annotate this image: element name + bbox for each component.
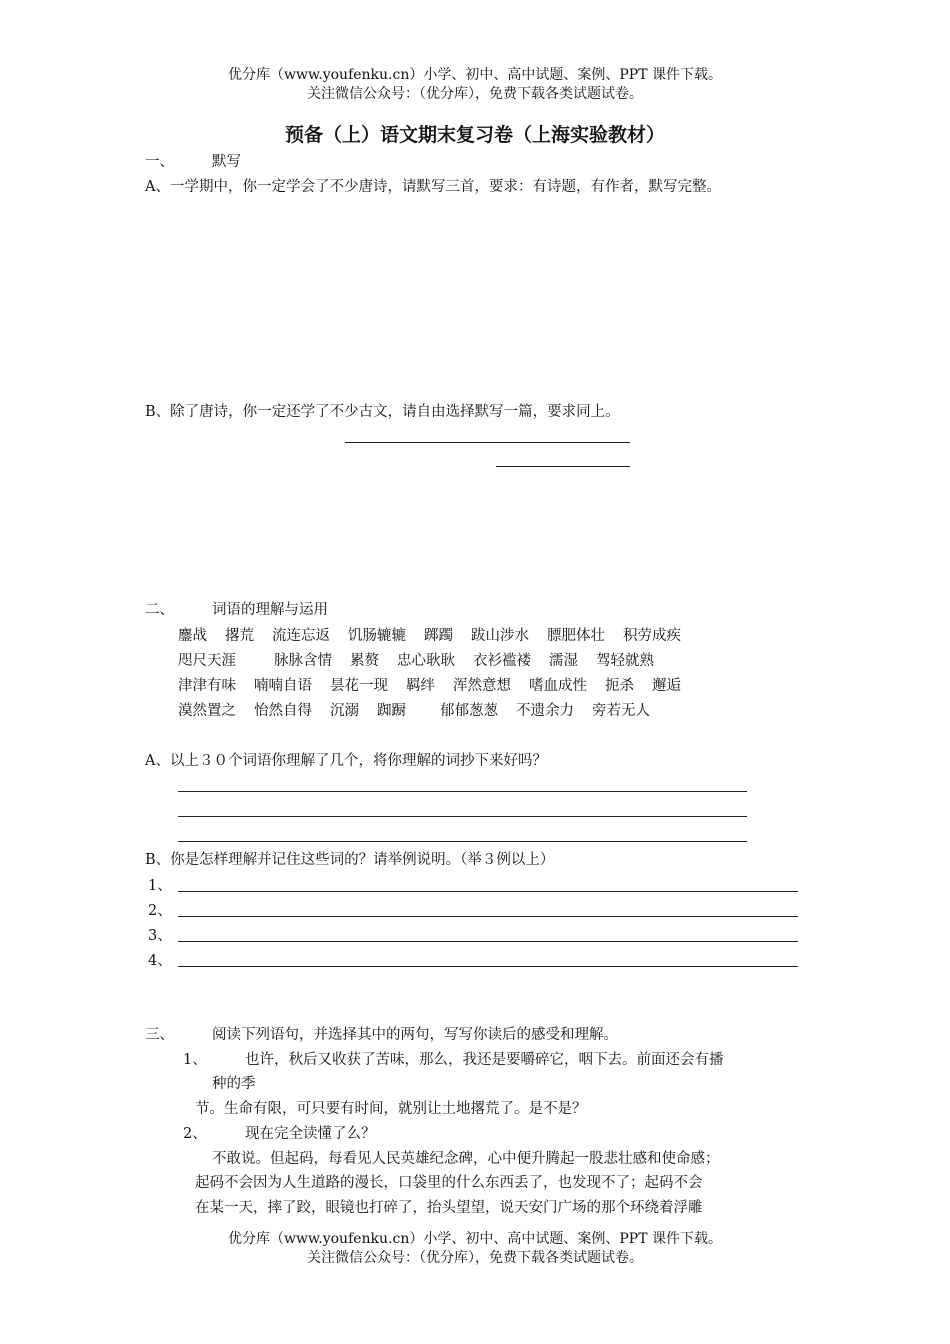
answer-line[interactable]	[178, 841, 747, 842]
vocab-word: 驾轻就熟	[596, 653, 654, 669]
answer-line[interactable]	[178, 791, 747, 792]
vocab-word: 不遗余力	[516, 703, 574, 719]
vocab-word: 脉脉含情	[274, 653, 332, 669]
answer-line[interactable]	[345, 442, 630, 443]
vocab-word: 踟蹰	[377, 703, 406, 719]
vocab-row	[178, 651, 672, 671]
answer-label: 2、	[148, 903, 172, 919]
vocab-word: 旁若无人	[592, 703, 650, 719]
item1-line: 节。生命有限，可只要有时间，就别让土地撂荒了。是不是？	[195, 1101, 587, 1117]
vocab-word: 咫尺天涯	[178, 653, 236, 669]
answer-label: 3、	[148, 928, 172, 944]
answer-label: 4、	[148, 953, 172, 969]
vocab-word: 浑然意想	[453, 678, 511, 694]
item1-number: 1、	[183, 1052, 207, 1068]
section1-number: 一、	[145, 154, 174, 170]
answer-line[interactable]	[496, 466, 630, 467]
vocab-word: 昙花一现	[330, 678, 388, 694]
vocab-word: 膘肥体壮	[547, 628, 605, 644]
header-line-2: 关注微信公众号：（优分库），免费下载各类试题试卷。	[307, 86, 643, 102]
footer-line-1: 优分库（www.youfenku.cn）小学、初中、高中试题、案例、PPT 课件下载。	[227, 1231, 722, 1247]
vocab-word: 郁郁葱葱	[440, 703, 498, 719]
item2-line: 不敢说。但起码，每看见人民英雄纪念碑，心中便升腾起一股悲壮感和使命感；	[212, 1151, 720, 1167]
item1-line: 种的季	[212, 1076, 256, 1092]
answer-line[interactable]	[178, 916, 798, 917]
section3-heading: 阅读下列语句，并选择其中的两句，写写你读后的感受和理解。	[212, 1027, 618, 1043]
vocab-word: 邂逅	[652, 678, 681, 694]
section1-question-b: B、除了唐诗，你一定还学了不少古文，请自由选择默写一篇，要求同上。	[145, 404, 620, 420]
vocab-word: 喃喃自语	[254, 678, 312, 694]
vocab-word: 衣衫褴褛	[473, 653, 531, 669]
vocab-row	[178, 701, 668, 721]
section2-number: 二、	[145, 602, 174, 618]
answer-line[interactable]	[178, 941, 798, 942]
vocab-word: 嗜血成性	[529, 678, 587, 694]
vocab-word: 累赘	[350, 653, 379, 669]
item2-number: 2、	[183, 1126, 207, 1142]
vocab-word: 积劳成疾	[623, 628, 681, 644]
item2-line: 起码不会因为人生道路的漫长，口袋里的什么东西丢了，也发现不了；起码不会	[195, 1175, 703, 1191]
vocab-word: 撂荒	[225, 628, 254, 644]
answer-line[interactable]	[178, 966, 798, 967]
page-title: 预备（上）语文期末复习卷（上海实验教材）	[284, 124, 665, 146]
vocab-word: 流连忘返	[272, 628, 330, 644]
header-line-1: 优分库（www.youfenku.cn）小学、初中、高中试题、案例、PPT 课件下载。	[227, 67, 722, 83]
vocab-word: 沉溺	[330, 703, 359, 719]
item2-line: 现在完全读懂了么？	[245, 1126, 376, 1142]
vocab-word: 忠心耿耿	[397, 653, 455, 669]
answer-line[interactable]	[178, 891, 798, 892]
vocab-word: 饥肠辘辘	[348, 628, 406, 644]
vocab-row	[178, 676, 699, 696]
vocab-word: 怡然自得	[254, 703, 312, 719]
section1-heading: 默写	[212, 154, 241, 170]
section2-heading: 词语的理解与运用	[212, 602, 328, 618]
section2-question-a: A、以上３０个词语你理解了几个，将你理解的词抄下来好吗？	[145, 753, 547, 769]
vocab-word: 跋山涉水	[471, 628, 529, 644]
vocab-word: 漠然置之	[178, 703, 236, 719]
vocab-word: 扼杀	[605, 678, 634, 694]
item1-line: 也许，秋后又收获了苦味，那么，我还是要嚼碎它，咽下去。前面还会有播	[245, 1052, 724, 1068]
vocab-word: 鏖战	[178, 628, 207, 644]
section3-number: 三、	[145, 1027, 174, 1043]
item2-line: 在某一天，摔了跤，眼镜也打碎了，抬头望望，说天安门广场的那个环绕着浮雕	[195, 1200, 703, 1216]
answer-line[interactable]	[178, 816, 747, 817]
footer-line-2: 关注微信公众号：（优分库），免费下载各类试题试卷。	[307, 1250, 643, 1266]
vocab-word: 濡湿	[549, 653, 578, 669]
vocab-word: 踯躅	[424, 628, 453, 644]
vocab-row	[178, 626, 699, 646]
vocab-word: 津津有味	[178, 678, 236, 694]
answer-label: 1、	[148, 878, 172, 894]
vocab-word: 羁绊	[406, 678, 435, 694]
section1-question-a: A、一学期中，你一定学会了不少唐诗，请默写三首，要求：有诗题，有作者，默写完整。	[145, 179, 721, 195]
section2-question-b: B、你是怎样理解并记住这些词的？请举例说明。（举３例以上）	[145, 852, 555, 868]
